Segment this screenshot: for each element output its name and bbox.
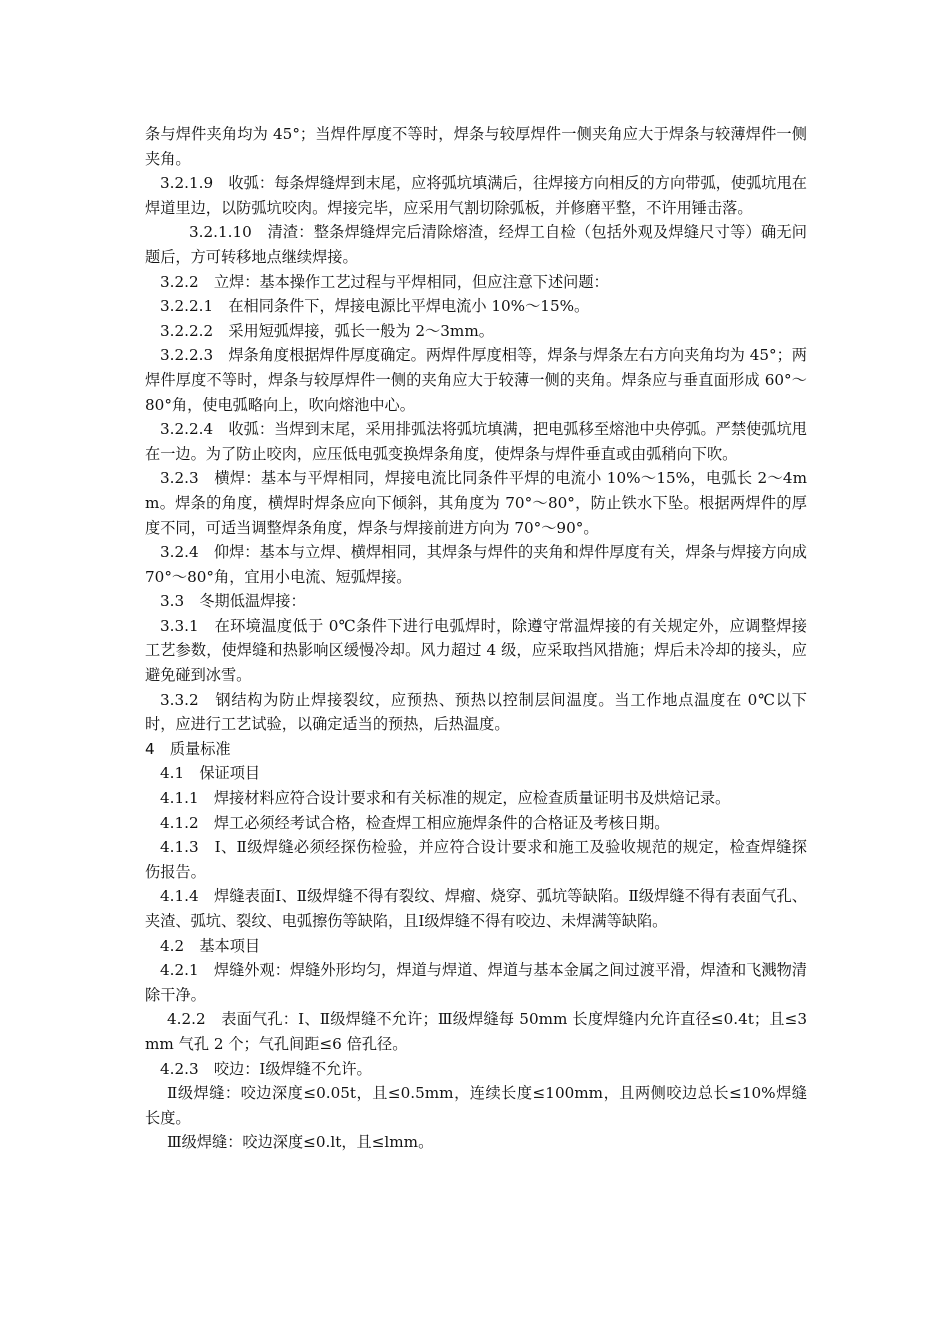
- paragraph: 3.3 冬期低温焊接：: [160, 592, 306, 611]
- paragraph: 3.2.2.2 采用短弧焊接，弧长一般为 2～3mm。: [160, 321, 494, 340]
- paragraph: 4.2.1 焊缝外观：焊缝外形均匀，焊道与焊道、焊道与基本金属之间过渡平滑，焊渣和飞溅物清除干净。: [145, 961, 807, 1004]
- paragraph: 3.2.3 横焊：基本与平焊相同，焊接电流比同条件平焊的电流小 10%～15%，电弧长 2～4mm。焊条的角度，横焊时焊条应向下倾斜，其角度为 70°～80°，防止铁水下坠。根据两焊件的厚度不同，可适当调整焊条角度，焊条与焊接前进方向为 70°～90°。: [145, 469, 807, 537]
- paragraph: 4.1.4 焊缝表面Ⅰ、Ⅱ级焊缝不得有裂纹、焊瘤、烧穿、弧坑等缺陷。Ⅱ级焊缝不得有表面气孔、夹渣、弧坑、裂纹、电弧擦伤等缺陷，且Ⅰ级焊缝不得有咬边、未焊满等缺陷。: [145, 887, 807, 930]
- paragraph: 4.2.3 咬边：Ⅰ级焊缝不允许。: [160, 1059, 372, 1078]
- document-page: [145, 122, 807, 1155]
- paragraph: 3.2.2.3 焊条角度根据焊件厚度确定。两焊件厚度相等，焊条与焊条左右方向夹角均为 45°；两焊件厚度不等时，焊条与较厚焊件一侧的夹角应大于较薄一侧的夹角。焊条应与垂直面形成 60°～80°角，使电弧略向上，吹向熔池中心。: [145, 346, 807, 414]
- paragraph: 3.3.2 钢结构为防止焊接裂纹，应预热、预热以控制层间温度。当工作地点温度在 0℃以下时，应进行工艺试验，以确定适当的预热，后热温度。: [145, 690, 807, 734]
- paragraph: 4.1.2 焊工必须经考试合格，检查焊工相应施焊条件的合格证及考核日期。: [160, 813, 670, 832]
- section-heading: 4 质量标准: [145, 739, 231, 758]
- paragraph: 3.2.2 立焊：基本操作工艺过程与平焊相同，但应注意下述问题：: [160, 272, 609, 291]
- paragraph: 3.2.2.4 收弧：当焊到末尾，采用排弧法将弧坑填满，把电弧移至熔池中央停弧。严禁使弧坑甩在一边。为了防止咬肉，应压低电弧变换焊条角度，使焊条与焊件垂直或由弧稍向下吹。: [145, 420, 807, 463]
- paragraph: Ⅱ级焊缝：咬边深度≤0.05t，且≤0.5mm，连续长度≤100mm，且两侧咬边总长≤10%焊缝长度。: [145, 1084, 807, 1127]
- paragraph: 4.1.3 Ⅰ、Ⅱ级焊缝必须经探伤检验，并应符合设计要求和施工及验收规范的规定，检查焊缝探伤报告。: [145, 838, 807, 881]
- paragraph: 4.2 基本项目: [160, 936, 261, 955]
- paragraph: 4.1.1 焊接材料应符合设计要求和有关标准的规定，应检查质量证明书及烘焙记录。: [160, 789, 731, 808]
- paragraph: 条与焊件夹角均为 45°；当焊件厚度不等时，焊条与较厚焊件一侧夹角应大于焊条与较薄焊件一侧夹角。: [145, 125, 807, 168]
- paragraph: 3.2.1.9 收弧：每条焊缝焊到末尾，应将弧坑填满后，往焊接方向相反的方向带弧，使弧坑甩在焊道里边，以防弧坑咬肉。焊接完毕，应采用气割切除弧板，并修磨平整，不许用锤击落。: [145, 174, 807, 217]
- paragraph: 4.1 保证项目: [160, 764, 261, 783]
- paragraph: 3.2.1.10 清渣：整条焊缝焊完后清除熔渣，经焊工自检（包括外观及焊缝尺寸等）确无问题后，方可转移地点继续焊接。: [145, 223, 807, 266]
- paragraph: Ⅲ级焊缝：咬边深度≤0.lt，且≤lmm。: [167, 1133, 434, 1152]
- paragraph: 3.2.4 仰焊：基本与立焊、横焊相同，其焊条与焊件的夹角和焊件厚度有关，焊条与焊接方向成 70°～80°角，宜用小电流、短弧焊接。: [145, 543, 807, 586]
- paragraph: 4.2.2 表面气孔：Ⅰ、Ⅱ级焊缝不允许；Ⅲ级焊缝每 50mm 长度焊缝内允许直径≤0.4t；且≤3mm 气孔 2 个；气孔间距≤6 倍孔径。: [145, 1010, 807, 1053]
- paragraph: 3.3.1 在环境温度低于 0℃条件下进行电弧焊时，除遵守常温焊接的有关规定外，应调整焊接工艺参数，使焊缝和热影响区缓慢冷却。风力超过 4 级，应采取挡风措施；焊后未冷却的接头，应避免碰到冰雪。: [145, 616, 807, 685]
- paragraph: 3.2.2.1 在相同条件下，焊接电源比平焊电流小 10%～15%。: [160, 297, 590, 316]
